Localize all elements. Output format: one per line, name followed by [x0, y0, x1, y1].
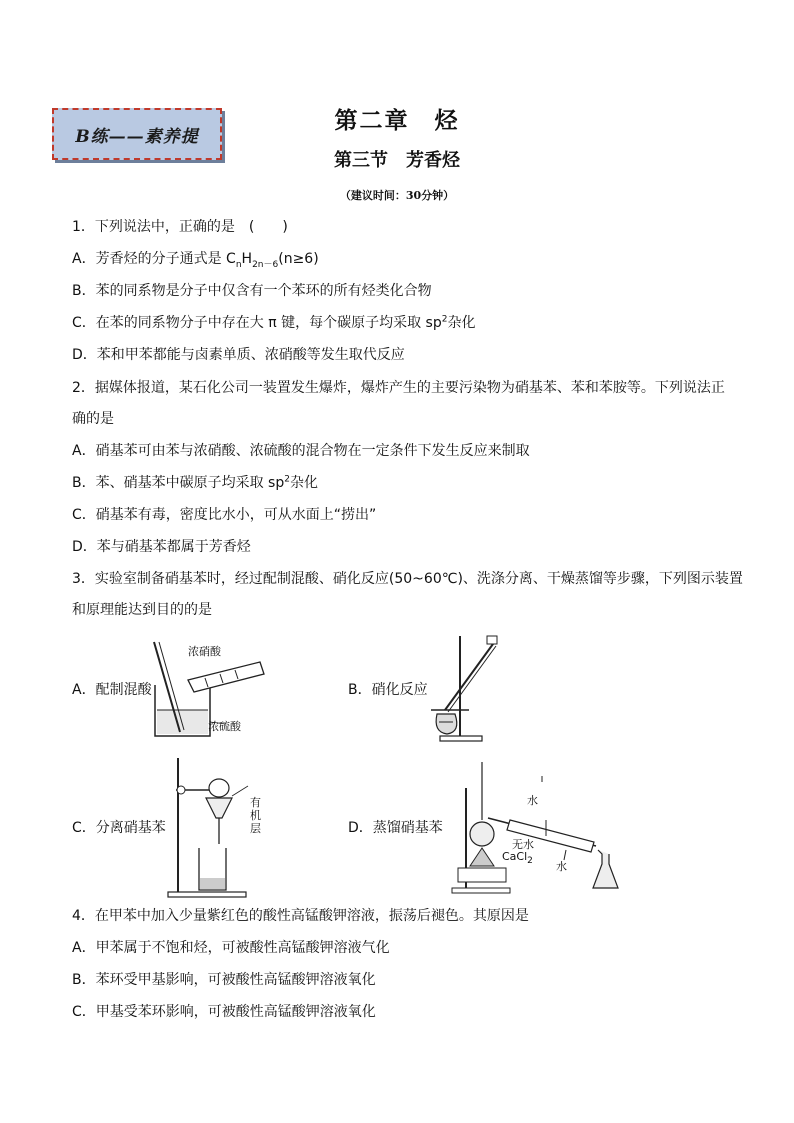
- q1-option-a: A．芳香烃的分子通式是 $C_nH_{2n-6}(n\ge 6)$: [72, 251, 319, 270]
- q1-option-b: B．苯的同系物是分子中仅含有一个苯环的所有烃类化合物: [72, 283, 432, 299]
- q2-option-b: B．苯、硝基苯中碳原子均采取 $sp^2$杂化: [72, 474, 318, 491]
- distillation-figure: [446, 760, 626, 895]
- q3-option-b: B．硝化反应: [348, 682, 428, 698]
- label-conc-nitric-acid: 浓硝酸: [188, 645, 221, 658]
- q2-stem-line1: 2．据媒体报道，某石化公司一装置发生爆炸，爆炸产生的主要污染物为硝基苯、苯和苯胺等。下列说法正: [72, 380, 725, 396]
- q3-stem-line1: 3．实验室制备硝基苯时，经过配制混酸、硝化反应(50~60℃)、洗涤分离、干燥蒸馏等步骤，下列图示装置: [72, 571, 743, 587]
- chapter-title: 第二章 烃: [334, 107, 460, 134]
- label-conc-sulfuric-acid: 浓硫酸: [208, 720, 241, 733]
- q3-option-d: D．蒸馏硝基苯: [348, 820, 443, 836]
- q4-option-c: C．甲基受苯环影响，可被酸性高锰酸钾溶液氧化: [72, 1004, 376, 1020]
- q4-option-a: A．甲苯属于不饱和烃，可被酸性高锰酸钾溶液气化: [72, 940, 390, 956]
- q3-option-c: C．分离硝基苯: [72, 820, 166, 836]
- label-organic-layer: 有 机 层: [250, 796, 261, 835]
- practice-badge: B练——素养提: [52, 108, 222, 160]
- q4-stem: 4．在甲苯中加入少量紫红色的酸性高锰酸钾溶液，振荡后褪色。其原因是: [72, 908, 529, 924]
- q1-option-d: D．苯和甲苯都能与卤素单质、浓硝酸等发生取代反应: [72, 347, 405, 363]
- label-water-out: 水: [556, 860, 567, 873]
- suggested-time: （建议时间：30分钟）: [339, 189, 455, 202]
- q1-stem: 1．下列说法中，正确的是 ( ): [72, 219, 288, 235]
- nitration-figure: [425, 632, 505, 744]
- label-water-in: 水: [527, 794, 538, 807]
- q2-option-a: A．硝基苯可由苯与浓硝酸、浓硫酸的混合物在一定条件下发生反应来制取: [72, 443, 530, 459]
- q4-option-b: B．苯环受甲基影响，可被酸性高锰酸钾溶液氧化: [72, 972, 376, 988]
- q2-option-d: D．苯与硝基苯都属于芳香烃: [72, 539, 251, 555]
- q2-stem-line2: 确的是: [72, 411, 114, 427]
- section-title: 第三节 芳香烃: [334, 150, 460, 171]
- q2-option-c: C．硝基苯有毒，密度比水小，可从水面上“捞出”: [72, 507, 377, 523]
- label-anhydrous: 无水: [512, 838, 534, 851]
- q3-stem-line2: 和原理能达到目的的是: [72, 602, 212, 618]
- q3-option-a: A．配制混酸: [72, 682, 152, 698]
- q1-option-c: C．在苯的同系物分子中存在大 π 键，每个碳原子均采取 $sp^2$杂化: [72, 314, 476, 331]
- label-cacl2: CaCl$_2$: [502, 850, 533, 867]
